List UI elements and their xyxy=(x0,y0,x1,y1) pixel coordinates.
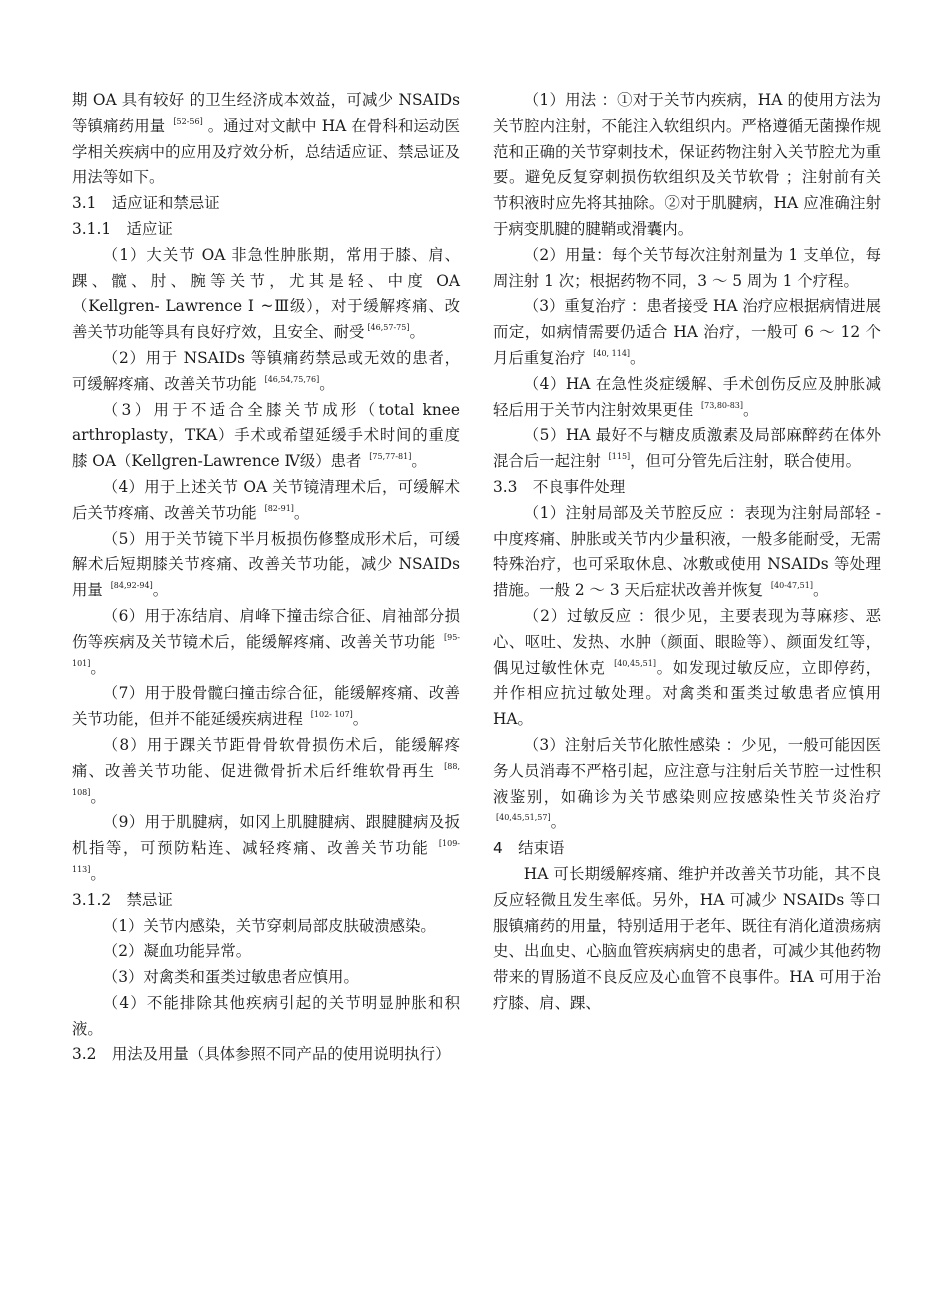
citation: [109- 113] xyxy=(72,839,460,874)
citation: [88, 108] xyxy=(72,761,460,797)
citation: [46,54,75,76] xyxy=(264,374,320,384)
citation: [95- 101] xyxy=(72,632,460,668)
indication-item: （7）用于股骨髋臼撞击综合征，能缓解疼痛、改善关节功能，但并不能延缓疾病进程 [102- 107]。 xyxy=(72,684,460,729)
adverse-event-item: （1）注射局部及关节腔反应 ：表现为注射局部轻 - 中度疼痛、肿胀或关节内少量积液，一般多能耐受，无需特殊治疗，也可采取休息、冰敷或使用 NSAIDs 等处理措施。一般 2 ～ 3 天后症状改善并恢复 [40-47,51]。 xyxy=(493,503,881,600)
indication-item: （3）用于不适合全膝关节成形（total knee arthroplasty，TKA）手术或希望延缓手术时间的重度膝 OA（Kellgren-Lawrence Ⅳ级）患者 [75,77-81]。 xyxy=(72,400,460,471)
section-heading-3-1-2: 3.1.2 禁忌证 xyxy=(72,890,173,909)
indication-item: （8）用于踝关节距骨骨软骨损伤术后，能缓解疼痛、改善关节功能、促进微骨折术后纤维软骨再生 [88, 108]。 xyxy=(72,735,460,806)
citation: [40, 114] xyxy=(593,348,631,358)
citation: [40,45,51] xyxy=(614,658,656,668)
citation: [102- 107] xyxy=(310,710,353,720)
adverse-event-item: （3）注射后关节化脓性感染 ：少见，一般可能因医务人员消毒不严格引起，应注意与注射后关节腔一过性积液鉴别，如确诊为关节感染则应按感染性关节炎治疗 [40,45,51,57]。 xyxy=(493,735,881,832)
citation: [52-56] xyxy=(173,116,203,126)
indication-item: （6）用于冻结肩、肩峰下撞击综合征、肩袖部分损伤等疾病及关节镜术后，能缓解疼痛、改善关节功能 [95- 101]。 xyxy=(72,606,460,677)
indication-item: （4）用于上述关节 OA 关节镜清理术后，可缓解术后关节疼痛、改善关节功能 [82-91]。 xyxy=(72,477,460,522)
citation: [46,57-75] xyxy=(367,323,410,333)
conclusion-paragraph: HA 可长期缓解疼痛、维护并改善关节功能，其不良反应轻微且发生率低。另外，HA 可减少 NSAIDs 等口服镇痛药的用量，特别适用于老年、既往有消化道溃疡病史、出血史、心脑血管疾病病史的患者，可减少其他药物带来的胃肠道不良反应及心血管不良事件。HA 可用于治疗膝、肩、踝、 xyxy=(493,864,881,1012)
usage-item: （2）用量：每个关节每次注射剂量为 1 支单位，每周注射 1 次；根据药物不同，3 ～ 5 周为 1 个疗程。 xyxy=(493,245,881,290)
citation: [84,92-94] xyxy=(110,581,153,591)
citation: [40,45,51,57] xyxy=(496,813,551,823)
citation: [40-47,51] xyxy=(770,581,813,591)
usage-item: （5）HA 最好不与糖皮质激素及局部麻醉药在体外混合后一起注射 [115]，但可分管先后注射，联合使用。 xyxy=(493,426,881,471)
intro-paragraph: 期 OA 具有较好 的卫生经济成本效益，可减少 NSAIDs 等镇痛药用量 [52-56] 。通过对文献中 HA 在骨科和运动医学相关疾病中的应用及疗效分析，总结适应证、禁忌证及用法等如下。 xyxy=(72,91,460,187)
section-heading-3-1-1: 3.1.1 适应证 xyxy=(72,219,173,238)
indication-item: （5）用于关节镜下半月板损伤修整成形术后，可缓解术后短期膝关节疼痛、改善关节功能，减少 NSAIDs 用量 [84,92-94]。 xyxy=(72,529,460,600)
usage-item: （4）HA 在急性炎症缓解、手术创伤反应及肿胀减轻后用于关节内注射效果更佳 [73,80-83]。 xyxy=(493,374,881,419)
indication-item: （1）大关节 OA 非急性肿胀期，常用于膝、肩、踝、髋、肘、腕等关节，尤其是轻、中度 OA（Kellgren- Lawrence Ⅰ ~Ⅲ级），对于缓解疼痛、改善关节功能等具有良好疗效，且安全、耐受 [46,57-75]。 xyxy=(72,245,460,342)
section-heading-4: 4 结束语 xyxy=(493,839,565,858)
citation: [75,77-81] xyxy=(369,452,412,462)
citation: [73,80-83] xyxy=(700,400,744,410)
citation: [82-91] xyxy=(264,503,294,513)
right-column xyxy=(493,88,881,1017)
section-heading-3-3: 3.3 不良事件处理 xyxy=(493,477,626,496)
adverse-event-item: （2）过敏反应 ：很少见，主要表现为荨麻疹、恶心、呕吐、发热、水肿（颜面、眼睑等）、颜面发红等，偶见过敏性休克 [40,45,51]。如发现过敏反应，立即停药，并作相应抗过敏处理。对禽类和蛋类过敏患者应慎用 HA。 xyxy=(493,606,881,729)
contraindication-item: （2）凝血功能异常。 xyxy=(102,942,252,961)
usage-item: （1）用法 ：①对于关节内疾病，HA 的使用方法为关节腔内注射，不能注入软组织内。严格遵循无菌操作规范和正确的关节穿刺技术，保证药物注射入关节腔尤为重要。避免反复穿刺损伤软组织及关节软骨 ；注射前有关节积液时应先将其抽除。②对于肌腱病，HA 应准确注射于病变肌腱的腱鞘或滑囊内。 xyxy=(493,91,881,238)
usage-item: （3）重复治疗 ：患者接受 HA 治疗应根据病情进展而定，如病情需要仍适合 HA 治疗，一般可 6 ～ 12 个月后重复治疗 [40, 114]。 xyxy=(493,297,881,367)
contraindication-item: （3）对禽类和蛋类过敏患者应慎用。 xyxy=(102,968,359,987)
indication-item: （9）用于肌腱病，如冈上肌腱腱病、跟腱腱病及扳机指等，可预防粘连、减轻疼痛、改善关节功能 [109- 113]。 xyxy=(72,813,460,883)
section-heading-3-2: 3.2 用法及用量（具体参照不同产品的使用说明执行） xyxy=(72,1045,451,1064)
contraindication-item: （1）关节内感染，关节穿刺局部皮肤破溃感染。 xyxy=(102,916,436,935)
contraindication-item: （4）不能排除其他疾病引起的关节明显肿胀和积液。 xyxy=(72,993,460,1038)
left-column xyxy=(72,88,460,1068)
citation: [115] xyxy=(608,452,631,462)
indication-item: （2）用于 NSAIDs 等镇痛药禁忌或无效的患者，可缓解疼痛、改善关节功能 [46,54,75,76]。 xyxy=(72,348,460,393)
section-heading-3-1: 3.1 适应证和禁忌证 xyxy=(72,194,220,213)
